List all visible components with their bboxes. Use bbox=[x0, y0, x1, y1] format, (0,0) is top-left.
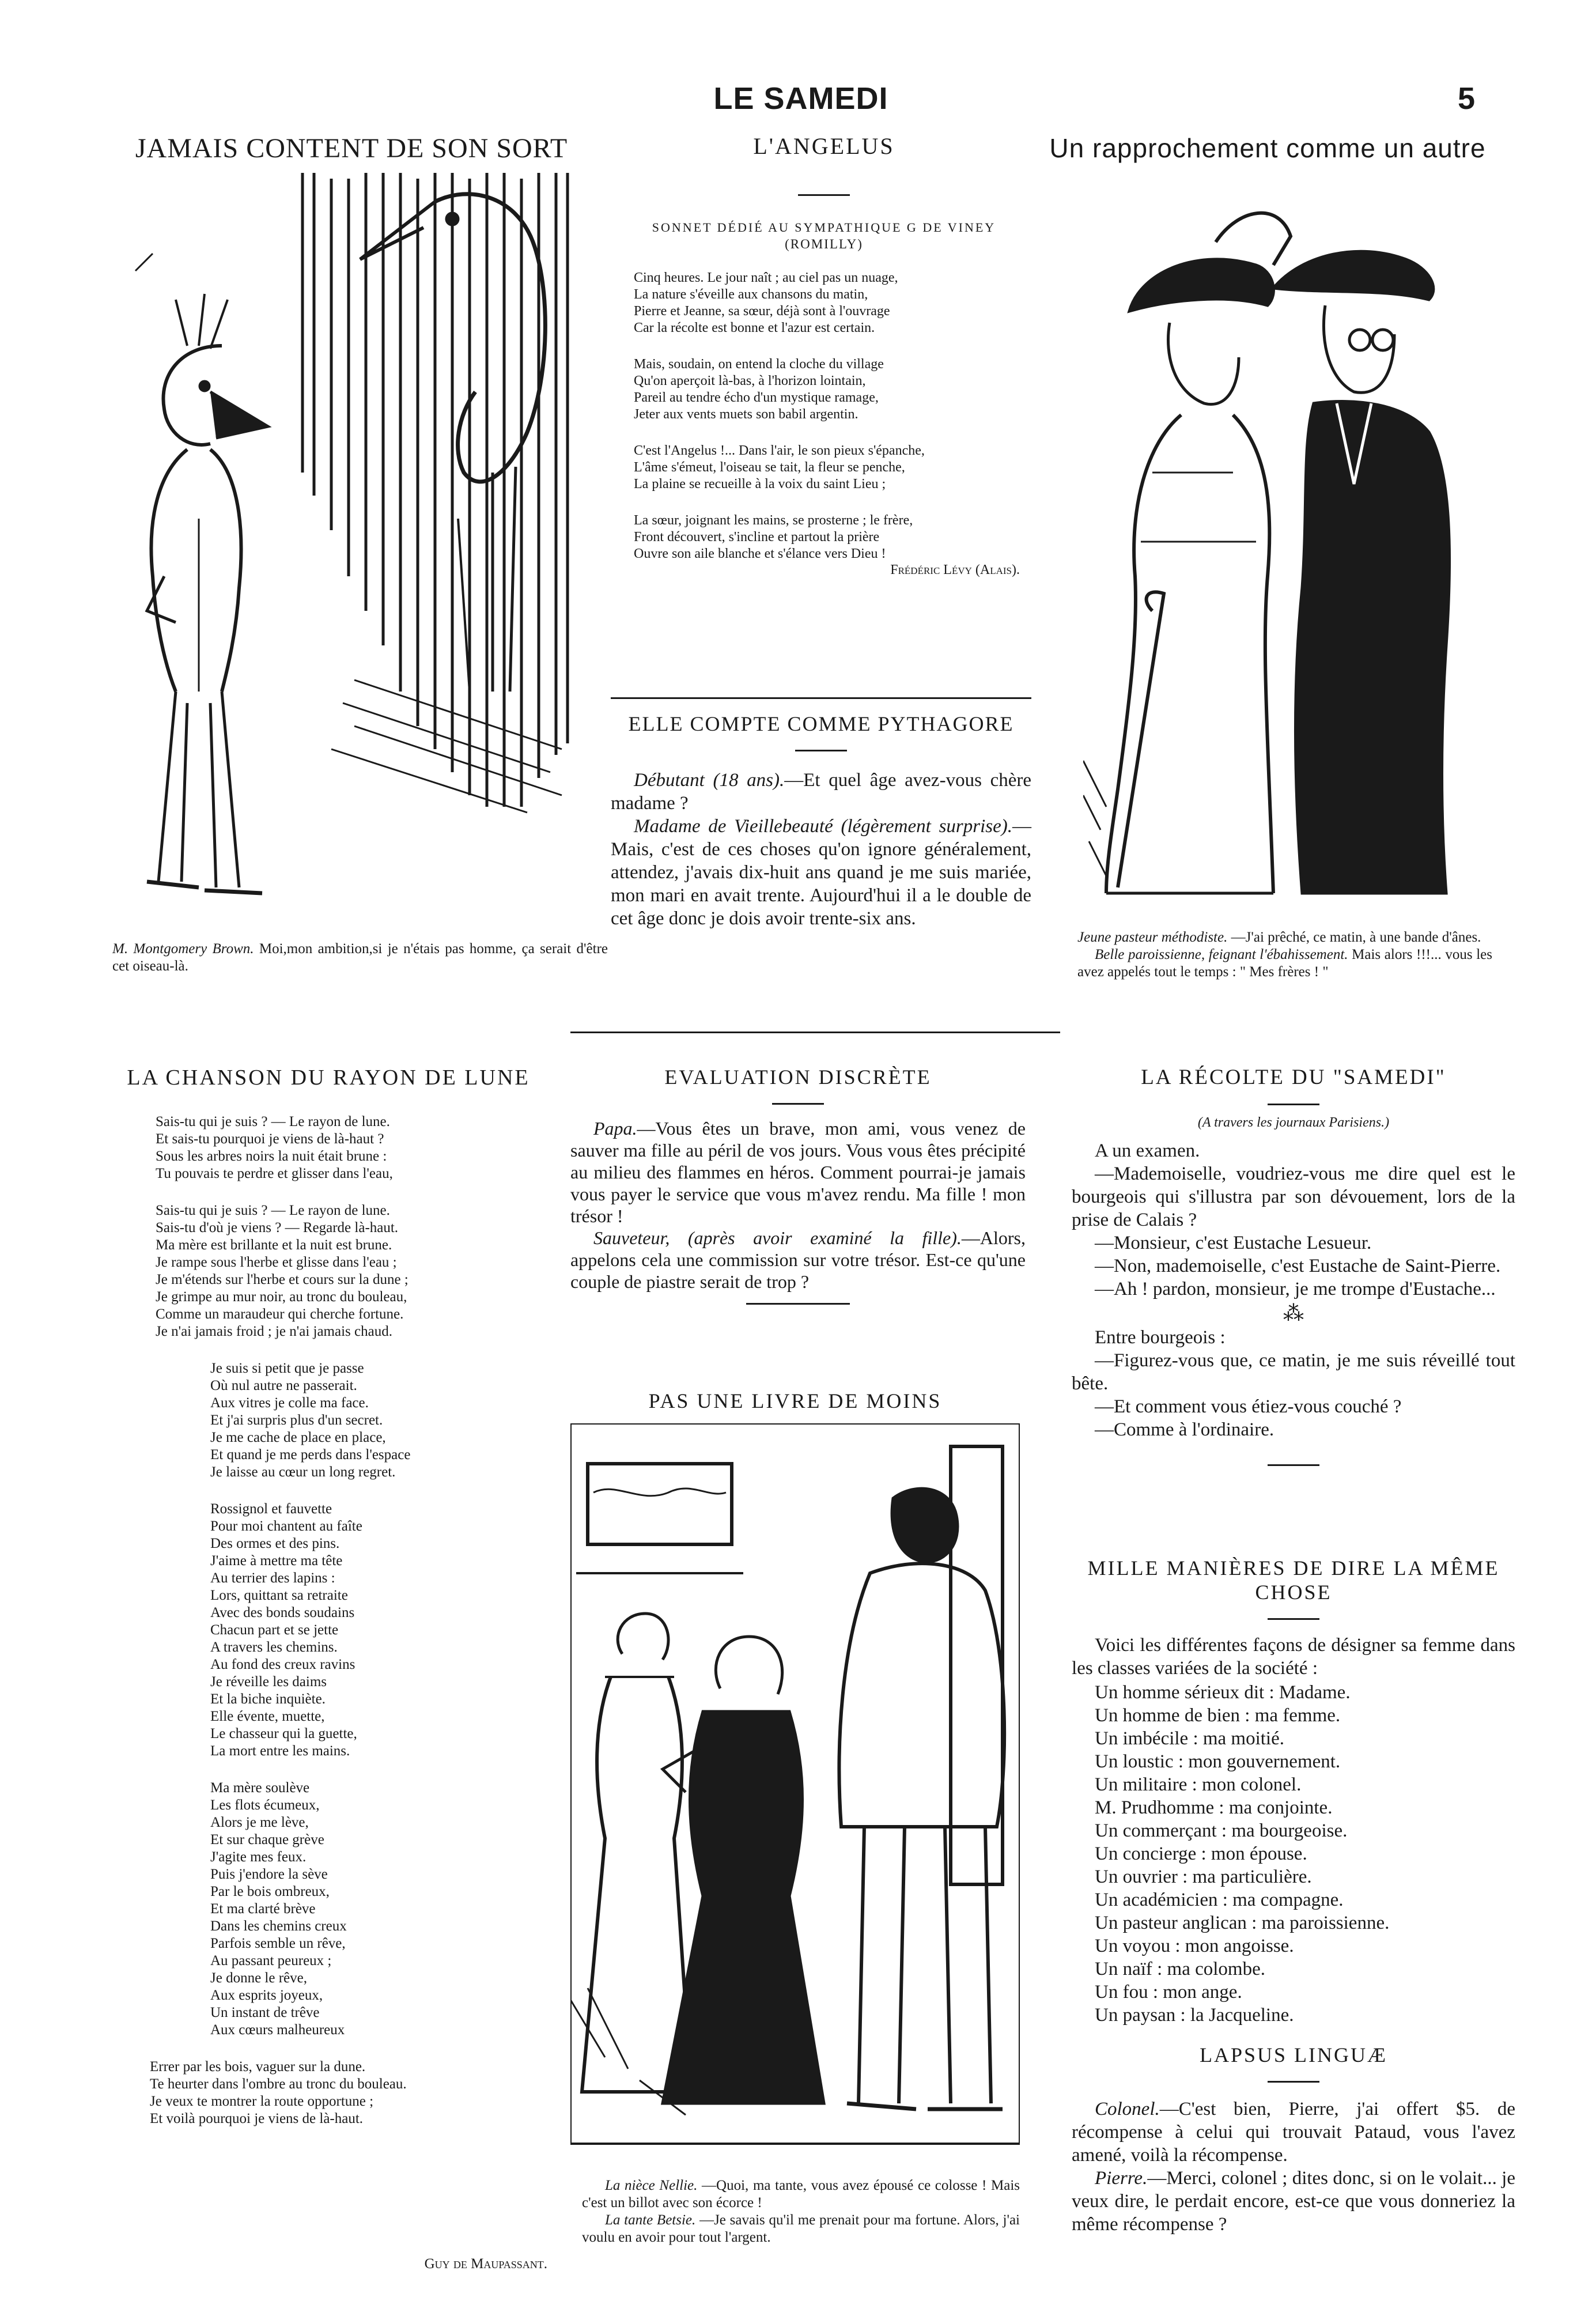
poem-stanza bbox=[150, 2058, 547, 2128]
caption-speaker: Jeune pasteur méthodiste. bbox=[1077, 930, 1228, 945]
poem-line: Sais-tu qui je suis ? — Le rayon de lune. bbox=[156, 1203, 390, 1218]
lapsus-paragraph-1 bbox=[1072, 2098, 1515, 2167]
list-item: Un loustic : mon gouvernement. bbox=[1095, 1751, 1341, 1772]
poem-stanza bbox=[634, 270, 1026, 337]
poem-line: Car la récolte est bonne et l'azur est certain. bbox=[634, 320, 875, 335]
section-title-recolte: LA RÉCOLTE DU "SAMEDI" bbox=[1141, 1066, 1446, 1089]
evaluation-paragraph-1 bbox=[570, 1117, 1026, 1227]
mille-section bbox=[1072, 1556, 1515, 2027]
recolte-line: —Monsieur, c'est Eustache Lesueur. bbox=[1095, 1233, 1372, 1253]
angelus-dedication: SONNET DÉDIÉ AU SYMPATHIQUE G DE VINEY bbox=[652, 220, 996, 235]
poem-line: Je suis si petit que je passe bbox=[210, 1361, 364, 1376]
evaluation-section bbox=[570, 1065, 1026, 1316]
poem-line: Je veux te montrer la route opportune ; bbox=[150, 2094, 374, 2109]
caption-rapprochement bbox=[1077, 929, 1492, 981]
poem-line: J'aime à mettre ma tête bbox=[210, 1553, 343, 1569]
poem-line: Tu pouvais te perdre et glisser dans l'eau, bbox=[156, 1166, 393, 1181]
pythagore-section bbox=[611, 712, 1031, 930]
poem-line: C'est l'Angelus !... Dans l'air, le son pieux s'épanche, bbox=[634, 443, 925, 458]
pythagore-paragraph-2 bbox=[611, 815, 1031, 930]
recolte-line: —Ah ! pardon, monsieur, je me trompe d'Eustache... bbox=[1095, 1279, 1496, 1299]
poem-line: Je rampe sous l'herbe et glisse dans l'eau ; bbox=[156, 1255, 397, 1270]
poem-stanza bbox=[634, 356, 1026, 423]
poem-stanza bbox=[156, 1779, 547, 2039]
poem-line: Pour moi chantent au faîte bbox=[210, 1518, 362, 1534]
speaker-name: Papa. bbox=[593, 1118, 637, 1139]
section-title-jamais-content: JAMAIS CONTENT DE SON SORT bbox=[135, 133, 568, 164]
poem-line: Pareil au tendre écho d'un mystique ramage, bbox=[634, 390, 879, 405]
poem-line: Puis j'endore la sève bbox=[210, 1867, 328, 1882]
poem-line: Comme un maraudeur qui cherche fortune. bbox=[156, 1306, 404, 1322]
list-item: Un militaire : mon colonel. bbox=[1095, 1774, 1302, 1795]
caption-speaker: La tante Betsie. bbox=[605, 2212, 696, 2228]
poem-line: Rossignol et fauvette bbox=[210, 1501, 332, 1517]
poem-line: Et ma clarté brève bbox=[210, 1901, 316, 1917]
recolte-line: —Comme à l'ordinaire. bbox=[1095, 1419, 1274, 1440]
recolte-line: —Non, mademoiselle, c'est Eustache de Saint-Pierre. bbox=[1095, 1256, 1501, 1276]
poem-line: Un instant de trêve bbox=[210, 2005, 320, 2020]
poem-line: Elle évente, muette, bbox=[210, 1709, 325, 1724]
list-item: Un naïf : ma colombe. bbox=[1095, 1959, 1266, 1979]
dialogue-line: —Alors, appelons cela une commission sur votre trésor. Est-ce qu'une couple de piastre serait de trop ? bbox=[570, 1227, 1026, 1292]
poem-line: La nature s'éveille aux chansons du matin, bbox=[634, 287, 868, 302]
list-item: Un imbécile : ma moitié. bbox=[1095, 1728, 1285, 1749]
poem-line: Où nul autre ne passerait. bbox=[210, 1378, 357, 1393]
poem-line: La plaine se recueille à la voix du saint Lieu ; bbox=[634, 477, 886, 492]
poem-line: Je n'ai jamais froid ; je n'ai jamais chaud. bbox=[156, 1324, 392, 1339]
poem-line: Errer par les bois, vaguer sur la dune. bbox=[150, 2059, 366, 2075]
caption-text: Mais alors !!!... vous les avez appelés tout le temps : " Mes frères ! " bbox=[1077, 947, 1493, 980]
divider bbox=[611, 697, 1031, 699]
recolte-line: A un examen. bbox=[1095, 1140, 1200, 1161]
list-item: Un fou : mon ange. bbox=[1095, 1982, 1242, 2003]
poem-line: Des ormes et des pins. bbox=[210, 1536, 340, 1551]
poem-line: Aux esprits joyeux, bbox=[210, 1988, 323, 2003]
page-divider bbox=[570, 1032, 1060, 1033]
poem-line: Avec des bonds soudains bbox=[210, 1605, 355, 1620]
pythagore-paragraph-1 bbox=[611, 769, 1031, 815]
lapsus-section bbox=[1072, 2043, 1515, 2236]
poem-line: Aux cœurs malheureux bbox=[210, 2022, 345, 2038]
recolte-subtitle: (A travers les journaux Parisiens.) bbox=[1197, 1115, 1390, 1130]
divider bbox=[798, 194, 850, 196]
angelus-dedication-2: (ROMILLY) bbox=[785, 237, 863, 251]
section-title-livre: PAS UNE LIVRE DE MOINS bbox=[648, 1389, 942, 1412]
poem-line: La sœur, joignant les mains, se prosterne ; le frère, bbox=[634, 513, 913, 528]
poem-line: Qu'on aperçoit là-bas, à l'horizon lointain, bbox=[634, 373, 866, 388]
caption-jamais-content bbox=[112, 940, 608, 975]
poem-line: Parfois semble un rêve, bbox=[210, 1936, 346, 1951]
newspaper-title: LE SAMEDI bbox=[713, 81, 888, 116]
poem-line: Sous les arbres noirs la nuit était brune : bbox=[156, 1148, 387, 1164]
section-title-mille-2: CHOSE bbox=[1255, 1581, 1332, 1604]
speaker-name: Sauveteur, (après avoir examiné la fille). bbox=[593, 1227, 962, 1248]
poem-line: Et sur chaque grève bbox=[210, 1832, 324, 1847]
poem-line: Je grimpe au mur noir, au tronc du bouleau, bbox=[156, 1289, 407, 1305]
section-title-evaluation: EVALUATION DISCRÈTE bbox=[664, 1066, 932, 1089]
caption-livre bbox=[582, 2177, 1020, 2246]
poem-line: Alors je me lève, bbox=[210, 1815, 309, 1830]
poem-line: Les flots écumeux, bbox=[210, 1797, 320, 1813]
list-item: Un académicien : ma compagne. bbox=[1095, 1890, 1344, 1910]
poem-line: Le chasseur qui la guette, bbox=[210, 1726, 357, 1741]
poem-stanza bbox=[156, 1202, 547, 1340]
divider bbox=[1268, 1464, 1319, 1466]
recolte-line: —Et comment vous étiez-vous couché ? bbox=[1095, 1396, 1402, 1417]
caption-text: Moi,mon ambition,si je n'étais pas homme, ça serait d'être cet oiseau-là. bbox=[112, 941, 608, 974]
dialogue-line: —C'est bien, Pierre, j'ai offert $5. de récompense à celui qui trouvait Pataud, vous l'avez amené, voilà la récompense. bbox=[1072, 2099, 1515, 2166]
poem-line: Chacun part et se jette bbox=[210, 1622, 339, 1638]
angelus-section bbox=[622, 133, 1026, 578]
section-title-rapprochement: Un rapprochement comme un autre bbox=[1049, 133, 1486, 163]
poem-line: Au terrier des lapins : bbox=[210, 1570, 335, 1586]
list-item: Un pasteur anglican : ma paroissienne. bbox=[1095, 1913, 1390, 1933]
poem-line: Et voilà pourquoi je viens de là-haut. bbox=[150, 2111, 364, 2126]
poem-line: J'agite mes feux. bbox=[210, 1849, 307, 1865]
illustration-pastor-and-parishioner bbox=[1083, 184, 1504, 922]
poem-line: Dans les chemins creux bbox=[210, 1918, 347, 1934]
list-item: Un paysan : la Jacqueline. bbox=[1095, 2005, 1294, 2026]
speaker-name: Colonel. bbox=[1095, 2099, 1160, 2119]
dialogue-line: —Merci, colonel ; dites donc, si on le volait... je veux dire, le perdait encore, est-ce que vous donneriez la même récompense ? bbox=[1072, 2168, 1515, 2235]
poem-line: Et sais-tu pourquoi je viens de là-haut ? bbox=[156, 1131, 384, 1147]
dialogue-line: —Mais, c'est de ces choses qu'on ignore généralement, attendez, j'avais dix-huit ans quand je me suis mariée, mon mari en avait trente. Aujourd'hui il a le double de cet âge donc je dois avoir trente-six ans. bbox=[611, 816, 1031, 929]
list-item: Un commerçant : ma bourgeoise. bbox=[1095, 1820, 1348, 1841]
recolte-line: —Figurez-vous que, ce matin, je me suis réveillé tout bête. bbox=[1072, 1350, 1515, 1394]
poem-stanza bbox=[156, 1360, 547, 1481]
section-title-mille: MILLE MANIÈRES DE DIRE LA MÊME bbox=[1087, 1556, 1500, 1580]
poem-line: Te heurter dans l'ombre au tronc du bouleau. bbox=[150, 2076, 407, 2092]
poem-stanza bbox=[634, 512, 1026, 562]
list-item: Un ouvrier : ma particulière. bbox=[1095, 1867, 1312, 1887]
poem-line: Pierre et Jeanne, sa sœur, déjà sont à l'ouvrage bbox=[634, 304, 890, 319]
divider bbox=[772, 1103, 824, 1105]
poem-line: A travers les chemins. bbox=[210, 1639, 338, 1655]
chanson-poem bbox=[150, 1113, 547, 2128]
dialogue-line: —Et quel âge avez-vous chère madame ? bbox=[611, 770, 1032, 814]
poem-line: Sais-tu qui je suis ? — Le rayon de lune. bbox=[156, 1114, 390, 1129]
poem-line: Aux vitres je colle ma face. bbox=[210, 1395, 369, 1411]
mille-list bbox=[1072, 1681, 1515, 2027]
caption-text: —Quoi, ma tante, vous avez épousé ce colosse ! Mais c'est un billot avec son écorce ! bbox=[582, 2178, 1020, 2211]
list-item: Un homme sérieux dit : Madame. bbox=[1095, 1682, 1351, 1703]
poem-line: Je donne le rêve, bbox=[210, 1970, 307, 1986]
poem-line: Lors, quittant sa retraite bbox=[210, 1588, 348, 1603]
poem-line: Ouvre son aile blanche et s'élance vers Dieu ! bbox=[634, 546, 886, 561]
poem-line: Mais, soudain, on entend la cloche du village bbox=[634, 357, 884, 372]
poem-line: Front découvert, s'incline et partout la prière bbox=[634, 530, 880, 545]
caption-speaker: M. Montgomery Brown. bbox=[112, 941, 254, 957]
poem-line: Et j'ai surpris plus d'un secret. bbox=[210, 1412, 383, 1428]
illustration-aunt-and-niece bbox=[570, 1423, 1020, 2149]
list-item: M. Prudhomme : ma conjointe. bbox=[1095, 1797, 1333, 1818]
poem-line: Et la biche inquiète. bbox=[210, 1691, 326, 1707]
list-item: Un homme de bien : ma femme. bbox=[1095, 1705, 1341, 1726]
poem-stanza bbox=[156, 1113, 547, 1182]
poem-line: Je m'étends sur l'herbe et cours sur la dune ; bbox=[156, 1272, 409, 1287]
asterism: ⁂ bbox=[1283, 1302, 1304, 1325]
angelus-signature: Frédéric Lévy (Alais). bbox=[890, 562, 1020, 577]
poem-line: L'âme s'émeut, l'oiseau se tait, la fleur se penche, bbox=[634, 460, 905, 475]
mille-intro: Voici les différentes façons de désigner sa femme dans les classes variées de la société : bbox=[1072, 1635, 1515, 1679]
divider bbox=[1268, 1104, 1319, 1105]
recolte-section bbox=[1072, 1065, 1515, 1478]
poem-line: Par le bois ombreux, bbox=[210, 1884, 330, 1899]
poem-line: La mort entre les mains. bbox=[210, 1743, 350, 1759]
divider bbox=[1268, 2081, 1319, 2083]
poem-stanza bbox=[634, 443, 1026, 493]
divider bbox=[1268, 1618, 1319, 1620]
list-item: Un concierge : mon épouse. bbox=[1095, 1843, 1307, 1864]
section-title-pythagore: ELLE COMPTE COMME PYTHAGORE bbox=[628, 712, 1014, 735]
poem-line: Ma mère est brillante et la nuit est brune. bbox=[156, 1237, 392, 1253]
speaker-name: Pierre. bbox=[1095, 2168, 1148, 2189]
speaker-name: Débutant (18 ans). bbox=[634, 770, 785, 791]
poem-line: Je laisse au cœur un long regret. bbox=[210, 1464, 396, 1480]
angelus-poem bbox=[622, 270, 1026, 562]
recolte-line: —Mademoiselle, voudriez-vous me dire quel est le bourgeois qui s'illustra par son dévouement, lors de la prise de Calais ? bbox=[1072, 1163, 1515, 1230]
caption-text: —J'ai prêché, ce matin, à une bande d'ânes. bbox=[1231, 930, 1481, 945]
section-title-angelus: L'ANGELUS bbox=[753, 133, 895, 159]
poem-line: Cinq heures. Le jour naît ; au ciel pas un nuage, bbox=[634, 270, 898, 285]
dialogue-line: —Vous êtes un brave, mon ami, vous venez de sauver ma fille au péril de vos jours. Vous vous êtes précipité au milieu des flammes en héros. Comment pourrai-je jamais vous payer le service que vous m'avez rendu. Ma fille ! mon trésor ! bbox=[570, 1118, 1026, 1226]
poem-line: Jeter aux vents muets son babil argentin. bbox=[634, 407, 858, 422]
speaker-name: Madame de Vieillebeauté (légèrement surprise). bbox=[634, 816, 1012, 837]
caption-speaker: La nièce Nellie. bbox=[605, 2178, 698, 2193]
list-item: Un voyou : mon angoisse. bbox=[1095, 1936, 1294, 1956]
section-title-lapsus: LAPSUS LINGUÆ bbox=[1199, 2043, 1388, 2066]
lapsus-paragraph-2 bbox=[1072, 2167, 1515, 2236]
poem-stanza bbox=[156, 1501, 547, 1760]
poem-line: Et quand je me perds dans l'espace bbox=[210, 1447, 411, 1463]
chanson-signature: Guy de Maupassant. bbox=[424, 2256, 547, 2272]
poem-line: Au passant peureux ; bbox=[210, 1953, 332, 1969]
divider bbox=[746, 1303, 850, 1305]
poem-line: Je réveille les daims bbox=[210, 1674, 327, 1690]
poem-line: Au fond des creux ravins bbox=[210, 1657, 355, 1672]
section-title-chanson: LA CHANSON DU RAYON DE LUNE bbox=[127, 1066, 530, 1090]
caption-speaker: Belle paroissienne, feignant l'ébahissement. bbox=[1095, 947, 1348, 962]
poem-line: Je me cache de place en place, bbox=[210, 1430, 386, 1445]
evaluation-paragraph-2 bbox=[570, 1227, 1026, 1293]
divider bbox=[795, 750, 847, 751]
poem-line: Sais-tu d'où je viens ? — Regarde là-haut. bbox=[156, 1220, 399, 1236]
recolte-line: Entre bourgeois : bbox=[1095, 1327, 1226, 1348]
illustration-man-and-heron bbox=[112, 173, 608, 939]
page-number: 5 bbox=[1458, 81, 1476, 116]
caption-text: —Je savais qu'il me prenait pour ma fortune. Alors, j'ai voulu en avoir pour tout l'argent. bbox=[582, 2212, 1020, 2245]
poem-line: Ma mère soulève bbox=[210, 1780, 310, 1796]
